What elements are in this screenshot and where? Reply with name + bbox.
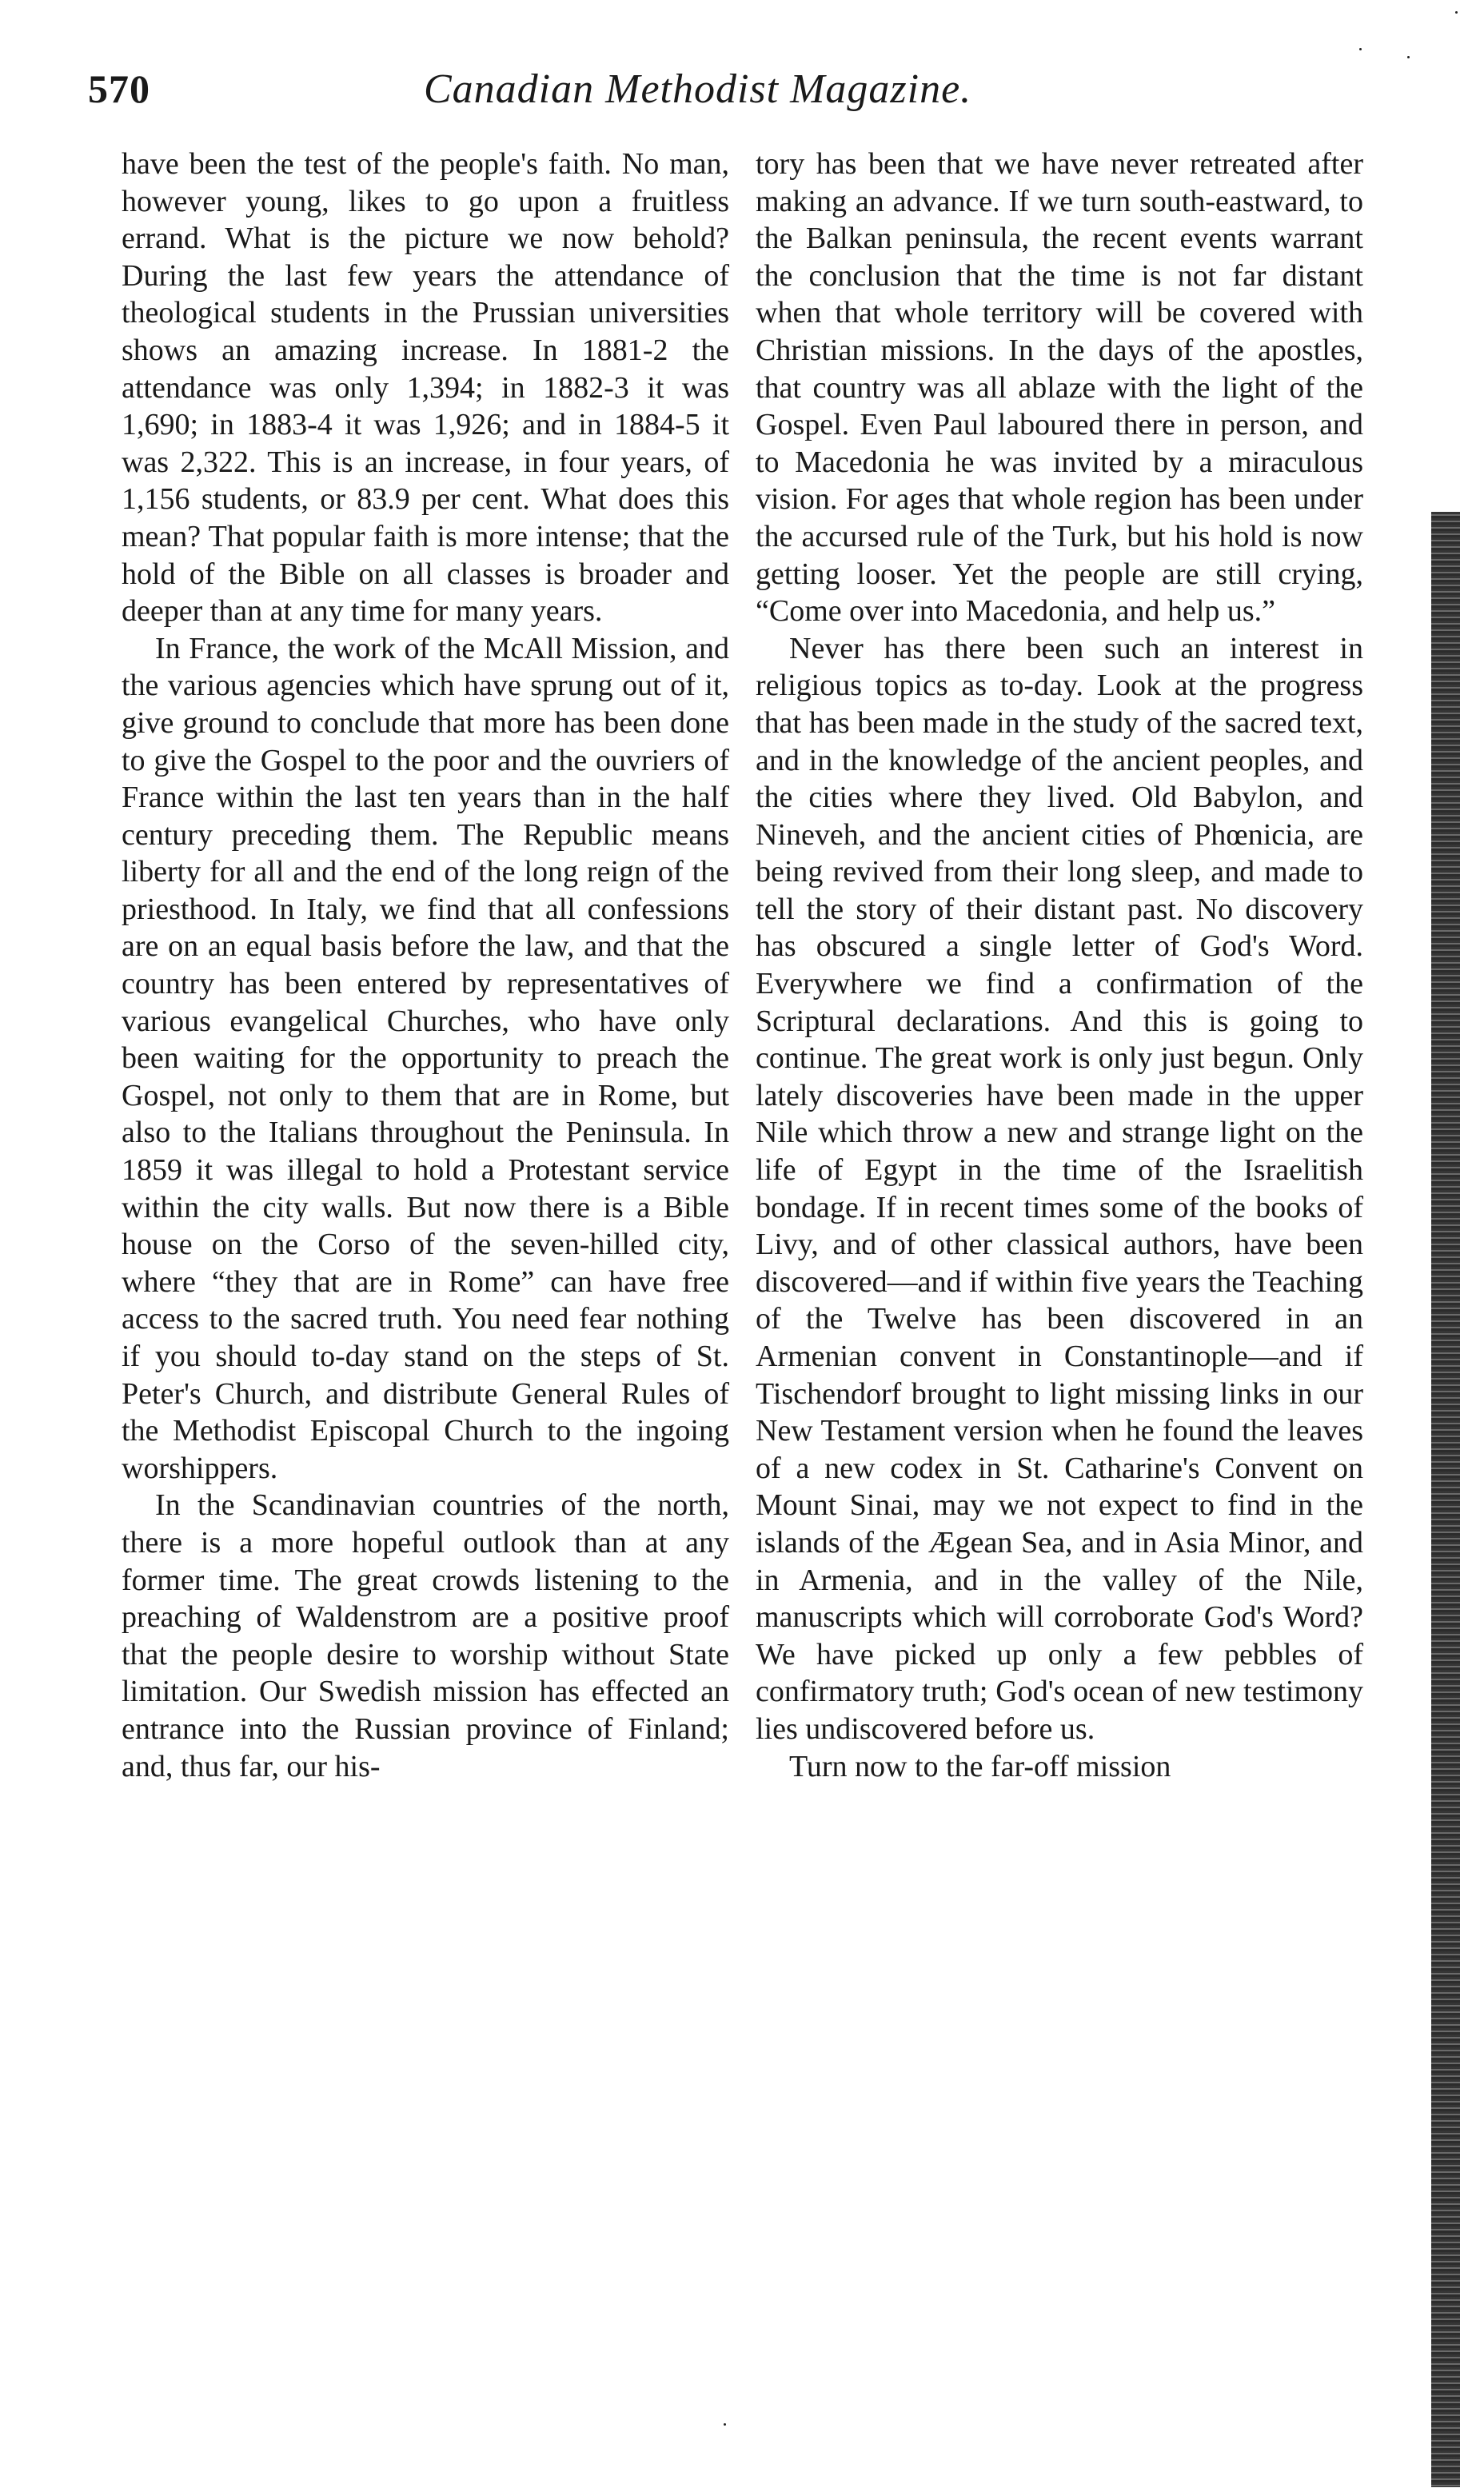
left-column bbox=[122, 146, 729, 1785]
scan-speck bbox=[1359, 48, 1362, 50]
body-paragraph: tory has been that we have never retreated after making an advance. If we turn south-eastward, to the Balkan peninsula, the recent events warrant the conclusion that the time is not far distant when that whole territory will be covered with Christian missions. In the days of the apostles, that country was all ablaze with the light of the Gospel. Even Paul laboured there in person, and to Macedonia he was invited by a miraculous vision. For ages that whole region has been under the accursed rule of the Turk, but his hold is now getting looser. Yet the people are still crying, “Come over into Macedonia, and help us.” bbox=[756, 147, 1363, 629]
body-paragraph: Never has there been such an interest in religious topics as to-day. Look at the progress that has been made in the study of the sacred text, and in the knowledge of the ancient peoples, and the cities where they lived. Old Babylon, and Nineveh, and the ancient cities of Phœnicia, are being revived from their long sleep, and made to tell the story of their distant past. No discovery has obscured a single letter of God's Word. Everywhere we find a confirmation of the Scriptural declarations. And this is going to continue. The great work is only just begun. Only lately discoveries have been made in the upper Nile which throw a new and strange light on the life of Egypt in the time of the Israelitish bondage. If in recent times some of the books of Livy, and of other classical authors, have been discovered—and if within five years the Teaching of the Twelve has been discovered in an Armenian convent in Constantinople—and if Tischendorf brought to light missing links in our New Testament version when he found the leaves of a new codex in St. Catharine's Convent on Mount Sinai, may we not expect to find in the islands of the Ægean Sea, and in Asia Minor, and in Armenia, and in the valley of the Nile, manuscripts which will corroborate God's Word? We have picked up only a few pebbles of confirmatory truth; God's ocean of new testimony lies undiscovered before us. bbox=[756, 631, 1363, 1746]
running-head bbox=[88, 66, 1367, 130]
body-paragraph: Turn now to the far-off mission bbox=[789, 1749, 1171, 1783]
journal-title: Canadian Methodist Magazine. bbox=[424, 66, 972, 112]
scan-speck bbox=[1407, 56, 1410, 58]
body-paragraph: In the Scandinavian countries of the north, there is a more hopeful outlook than at any former time. The great crowds listening to the preaching of Waldenstrom are a positive proof that the people desire to worship without State limitation. Our Swedish mission has effected an entrance into the Russian province of Finland; and, thus far, our his- bbox=[122, 1488, 729, 1783]
body-paragraph: In France, the work of the McAll Mission, and the various agencies which have sprung out of it, give ground to conclude that more has been done to give the Gospel to the poor and the ouvriers of France within the last ten years than in the half century preceding them. The Republic means liberty for all and the end of the long reign of the priesthood. In Italy, we find that all confessions are on an equal basis before the law, and that the country has been entered by representatives of various evangelical Churches, who have only been waiting for the opportunity to preach the Gospel, not only to them that are in Rome, but also to the Italians throughout the Peninsula. In 1859 it was illegal to hold a Protestant service within the city walls. But now there is a Bible house on the Corso of the seven-hilled city, where “they that are in Rome” can have free access to the sacred truth. You need fear nothing if you should to-day stand on the steps of St. Peter's Church, and distribute General Rules of the Methodist Episcopal Church to the ingoing worshippers. bbox=[122, 631, 729, 1485]
page-number: 570 bbox=[88, 66, 150, 111]
right-column bbox=[756, 146, 1363, 1785]
scan-speck bbox=[724, 2423, 726, 2426]
page-binding-edge bbox=[1431, 512, 1460, 2487]
body-paragraph: have been the test of the people's faith. No man, however young, likes to go upon a fruitless errand. What is the picture we now behold? During the last few years the attendance of theological students in the Prussian universities shows an amazing increase. In 1881-2 the attendance was only 1,394; in 1882-3 it was 1,690; in 1883-4 it was 1,926; and in 1884-5 it was 2,322. This is an increase, in four years, of 1,156 students, or 83.9 per cent. What does this mean? That popular faith is more intense; that the hold of the Bible on all classes is broader and deeper than at any time for many years. bbox=[122, 147, 729, 629]
scan-speck bbox=[1455, 11, 1458, 14]
